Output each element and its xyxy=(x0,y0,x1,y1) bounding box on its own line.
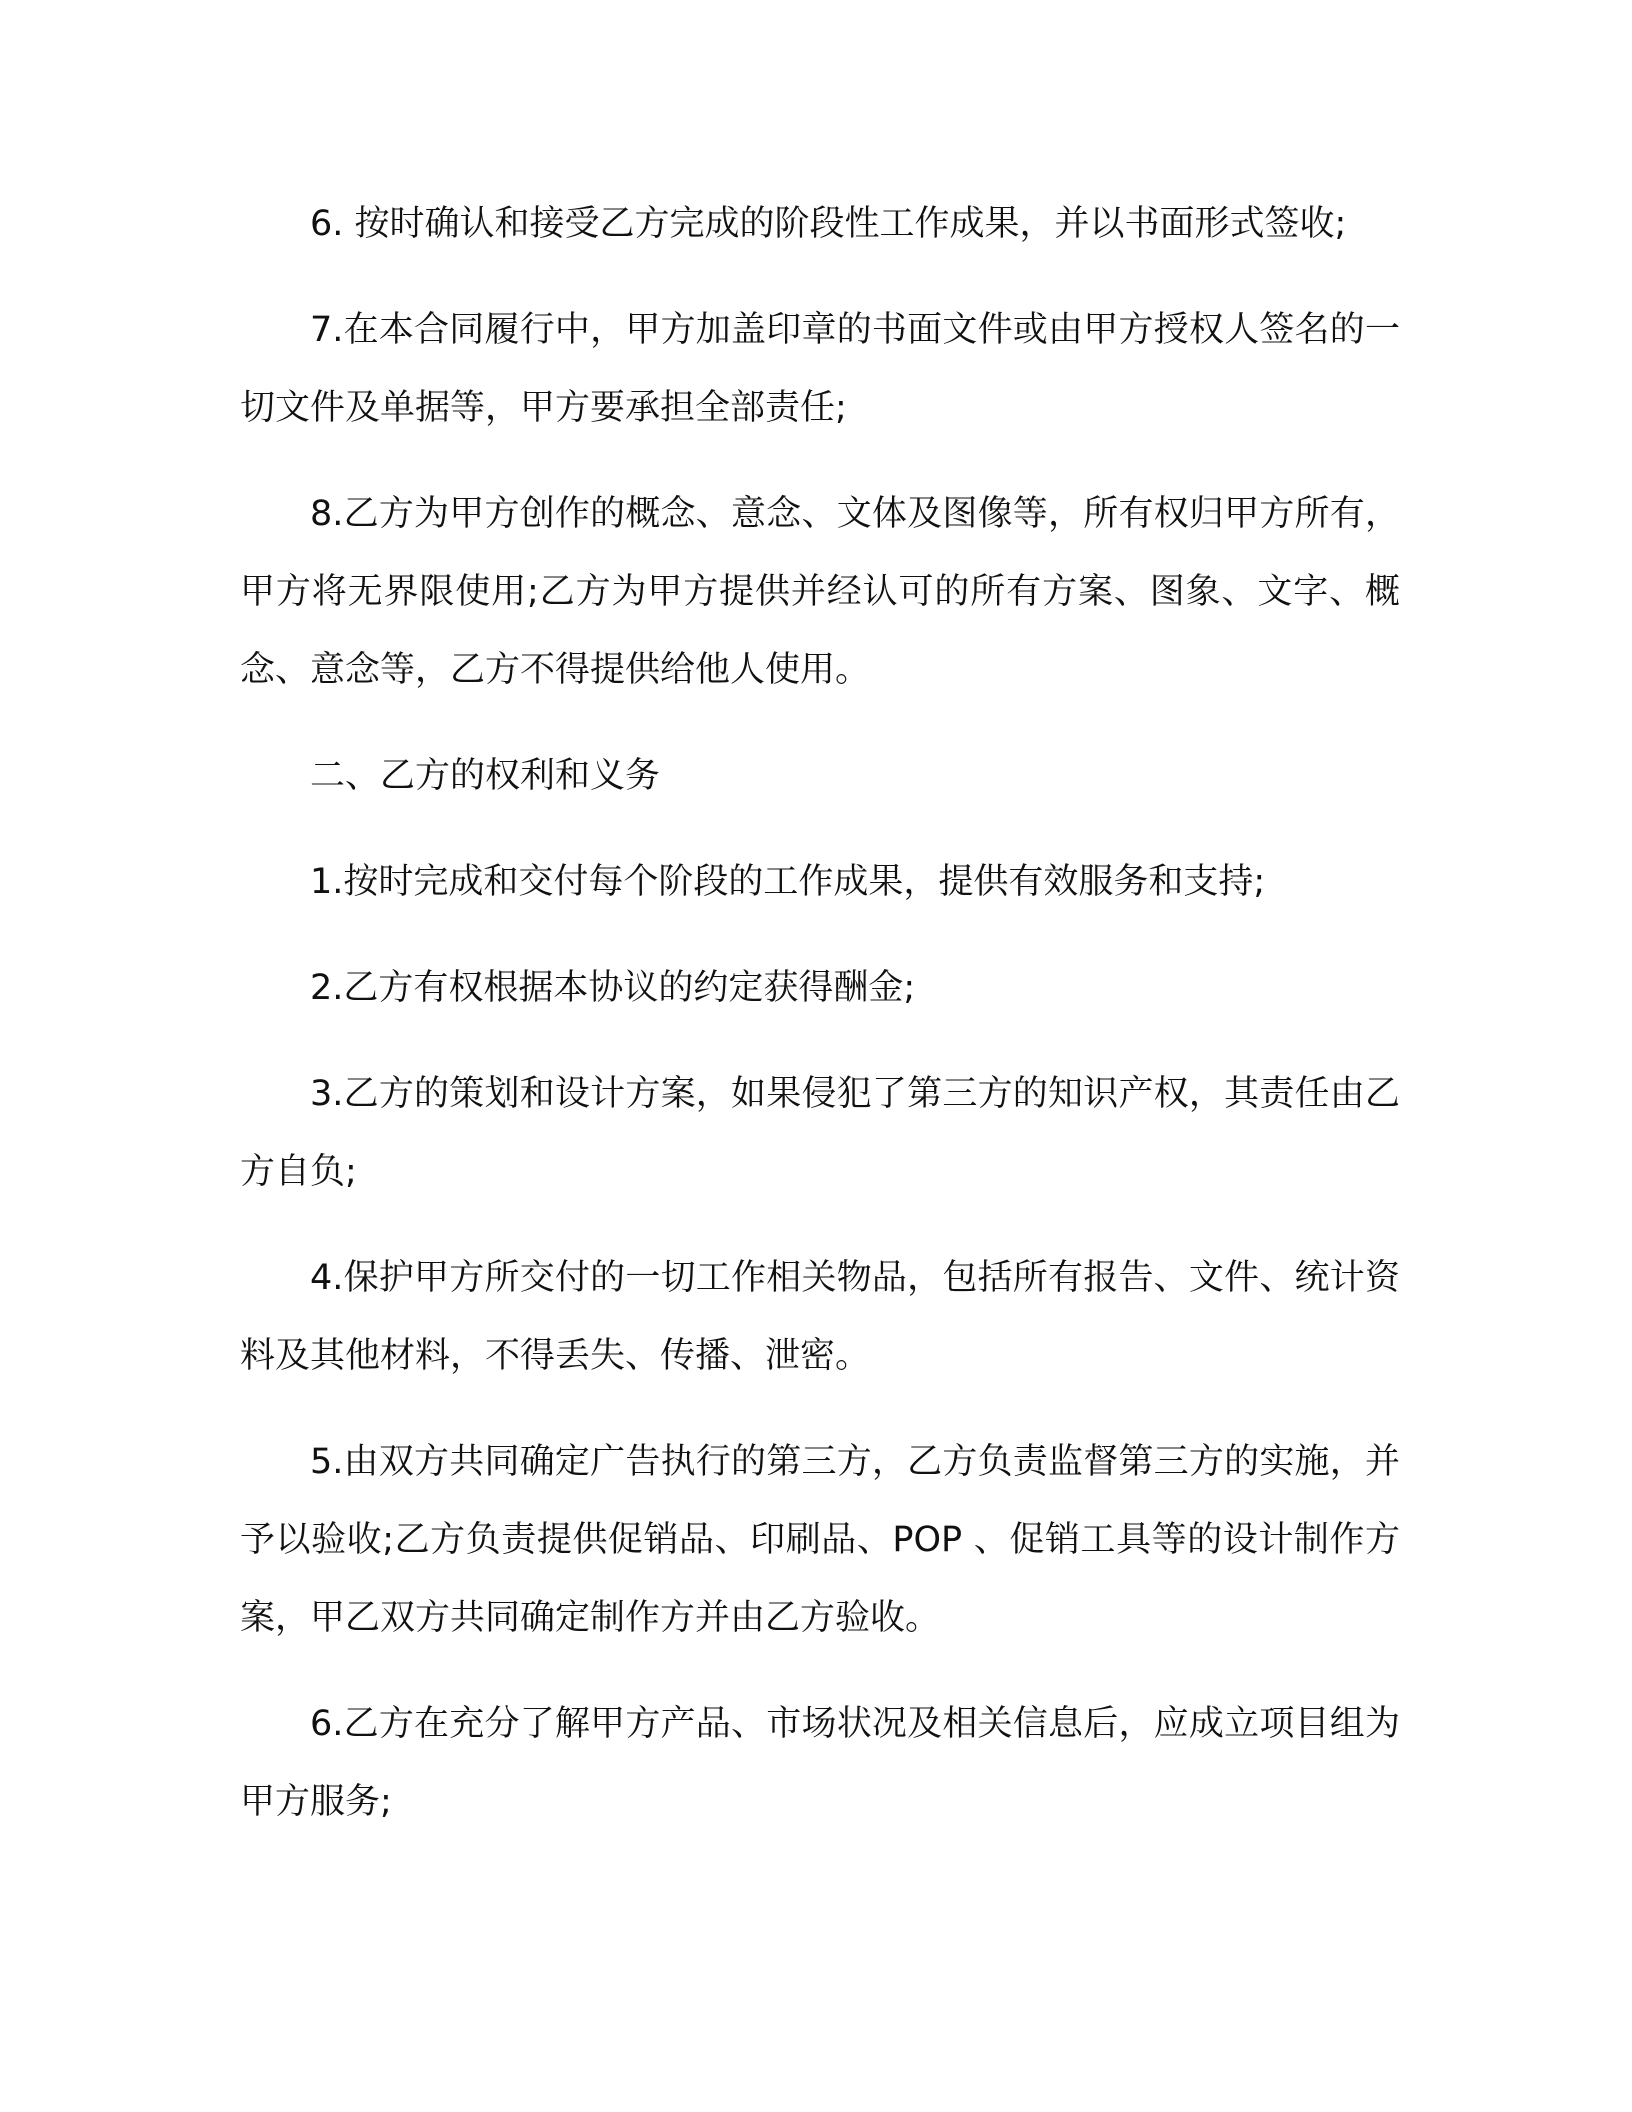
paragraph-party-b-item-4: 4.保护甲方所交付的一切工作相关物品，包括所有报告、文件、统计资料及其他材料，不得丢失、传播、泄密。 xyxy=(240,1258,1400,1376)
paragraph-party-a-item-8: 8.乙方为甲方创作的概念、意念、文体及图像等，所有权归甲方所有，甲方将无界限使用;乙方为甲方提供并经认可的所有方案、图象、文字、概念、意念等，乙方不得提供给他人使用。 xyxy=(240,494,1400,690)
paragraph-party-b-item-6: 6.乙方在充分了解甲方产品、市场状况及相关信息后，应成立项目组为甲方服务; xyxy=(240,1704,1400,1822)
document-page xyxy=(240,185,1400,1869)
paragraph-party-a-item-6: 6. 按时确认和接受乙方完成的阶段性工作成果，并以书面形式签收; xyxy=(310,204,1347,244)
paragraph-party-b-item-5: 5.由双方共同确定广告执行的第三方，乙方负责监督第三方的实施，并予以验收;乙方负责提供促销品、印刷品、POP 、促销工具等的设计制作方案，甲乙双方共同确定制作方并由乙方验收。 xyxy=(240,1442,1400,1638)
paragraph-party-a-item-7: 7.在本合同履行中，甲方加盖印章的书面文件或由甲方授权人签名的一切文件及单据等，甲方要承担全部责任; xyxy=(240,310,1400,428)
section-heading-party-b: 二、乙方的权利和义务 xyxy=(310,756,661,796)
paragraph-party-b-item-2: 2.乙方有权根据本协议的约定获得酬金; xyxy=(310,968,916,1008)
paragraph-party-b-item-3: 3.乙方的策划和设计方案，如果侵犯了第三方的知识产权，其责任由乙方自负; xyxy=(240,1074,1400,1192)
paragraph-party-b-item-1: 1.按时完成和交付每个阶段的工作成果，提供有效服务和支持; xyxy=(310,862,1266,902)
